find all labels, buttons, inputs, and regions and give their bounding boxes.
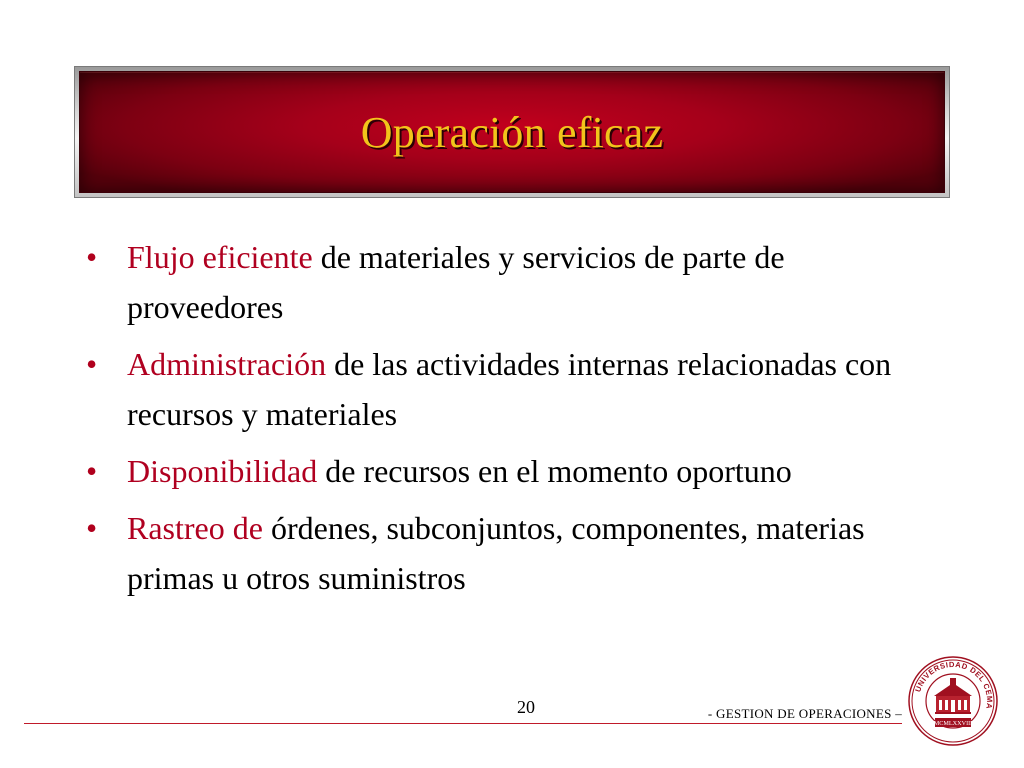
footer-course-label: - GESTION DE OPERACIONES – <box>707 706 902 721</box>
page-number: 20 <box>517 697 535 717</box>
bullet-item <box>86 446 916 496</box>
bullet-item <box>86 232 916 332</box>
bullet-highlight-text: Flujo eficiente <box>127 239 313 275</box>
bullet-highlight-text: Administración <box>127 346 327 382</box>
bullet-body-text: de materiales y servicios de parte de proveedores <box>127 239 785 325</box>
bullet-list <box>86 232 916 610</box>
bullet-highlight-text: Disponibilidad <box>127 453 318 489</box>
bullet-highlight-text: Rastreo de <box>127 510 263 546</box>
title-panel <box>79 71 945 193</box>
bullet-icon: • <box>86 510 98 546</box>
bullet-icon: • <box>86 453 98 489</box>
footer-divider <box>24 723 902 724</box>
seal-ring-text: UNIVERSIDAD DEL CEMA <box>913 659 995 710</box>
bullet-item <box>86 503 916 603</box>
seal-year-text: MCMLXXVIII <box>933 720 973 727</box>
bullet-icon: • <box>86 346 98 382</box>
title-banner <box>74 66 950 198</box>
bullet-body-text: de recursos en el momento oportuno <box>317 453 792 489</box>
university-seal-icon <box>908 656 998 746</box>
bullet-body-text: órdenes, subconjuntos, componentes, materias primas u otros suministros <box>127 510 865 596</box>
slide-title: Operación eficaz <box>360 107 664 157</box>
bullet-body-text: de las actividades internas relacionadas con recursos y materiales <box>127 346 892 432</box>
bullet-item <box>86 339 916 439</box>
bullet-icon: • <box>86 239 98 275</box>
